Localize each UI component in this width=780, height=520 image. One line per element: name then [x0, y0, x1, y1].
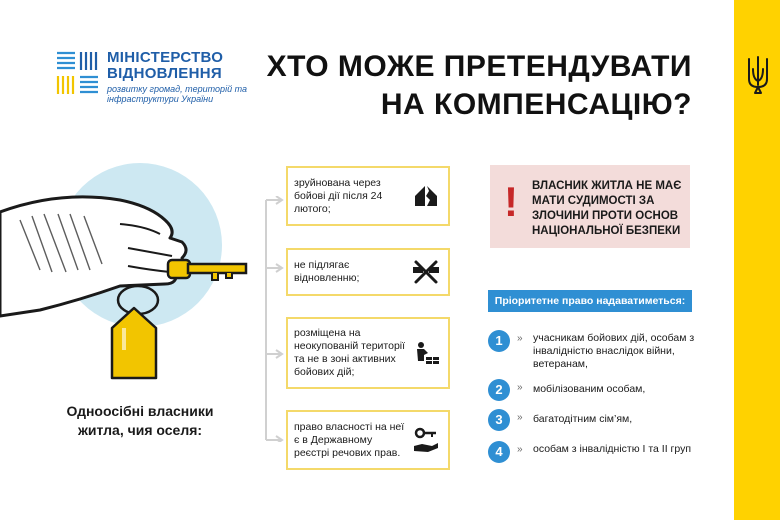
chevron-right-icon: » [517, 333, 523, 344]
chevron-right-icon: » [517, 444, 523, 455]
priority-number-badge: 2 [488, 379, 510, 401]
priority-text: мобілізованим особам, [533, 383, 646, 395]
warning-box [490, 165, 690, 248]
ministry-name: МІНІСТЕРСТВО ВІДНОВЛЕННЯ [107, 49, 224, 82]
priority-number-badge: 3 [488, 409, 510, 431]
condition-card-not-restorable [286, 248, 450, 296]
priority-number-badge: 4 [488, 441, 510, 463]
broken-tools-icon [412, 258, 440, 286]
priority-text: особам з інвалідністю І та ІІ груп [533, 443, 692, 455]
priority-header: Пріоритетне право надаватиметься: [488, 290, 692, 312]
condition-card-destroyed [286, 166, 450, 226]
destroyed-house-icon [412, 182, 440, 210]
priority-text: учасникам бойових дій, особам з інвалідністю внаслідок війни, ветеранам, [533, 332, 695, 370]
condition-card-registry [286, 410, 450, 470]
condition-text: розміщена на неокупованій території та не в зоні активних бойових дій; [294, 327, 406, 378]
priority-text: багатодітним сім’ям, [533, 413, 633, 425]
key-hand-icon [412, 426, 440, 454]
trident-icon [746, 55, 770, 95]
owners-caption: Одноосібні власники житла, чия оселя: [66, 403, 214, 438]
exclamation-icon: ! [504, 178, 518, 225]
condition-text: право власності на неї є в Державному реєстрі речових прав. [294, 420, 405, 459]
builder-wall-icon [412, 339, 440, 367]
condition-text: не підлягає відновленню; [294, 259, 360, 284]
chevron-right-icon: » [517, 382, 523, 393]
ministry-subtitle: розвитку громад, територій та інфраструктури України [107, 84, 247, 104]
chevron-right-icon: » [517, 412, 523, 423]
ministry-logo [55, 50, 255, 110]
condition-text: зруйнована через бойові дії після 24 лютого; [294, 176, 383, 215]
hand-with-keys-illustration [0, 160, 260, 400]
priority-number-badge: 1 [488, 330, 510, 352]
page-title: ХТО МОЖЕ ПРЕТЕНДУВАТИ НА КОМПЕНСАЦІЮ? [266, 50, 692, 121]
ministry-logo-mark [55, 50, 101, 96]
condition-card-location [286, 317, 450, 389]
connector-bracket [262, 196, 288, 442]
warning-text: ВЛАСНИК ЖИТЛА НЕ МАЄ МАТИ СУДИМОСТІ ЗА ЗЛОЧИНИ ПРОТИ ОСНОВ НАЦІОНАЛЬНОЇ БЕЗПЕКИ [532, 180, 682, 237]
